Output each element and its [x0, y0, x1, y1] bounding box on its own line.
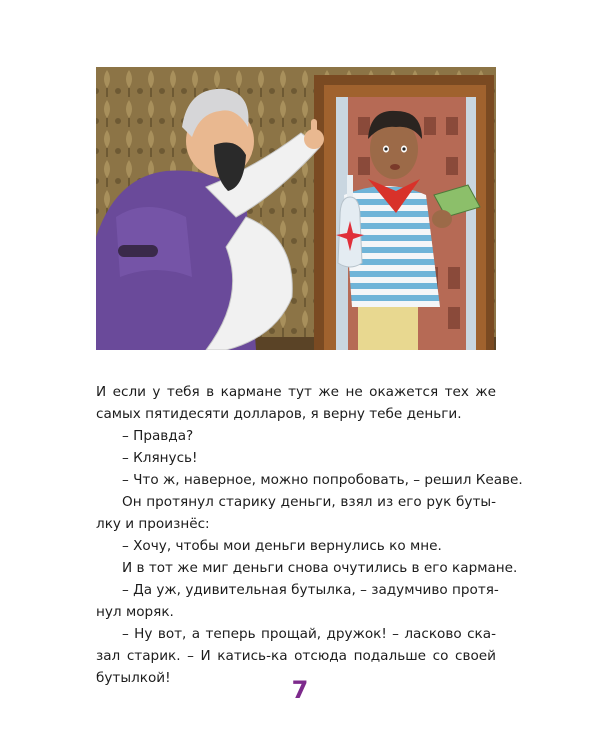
story-line: зал старик. – И катись-ка отсюда подальше со своей	[96, 648, 496, 664]
story-text	[96, 381, 523, 689]
illustration-artwork	[96, 67, 496, 350]
story-line: – Ну вот, а теперь прощай, дружок! – ласково ска-	[122, 626, 496, 642]
story-line: самых пятидесяти долларов, я верну тебе деньги.	[96, 406, 462, 422]
page-number: 7	[291, 676, 309, 704]
story-line: бутылкой!	[96, 670, 171, 686]
story-line: – Правда?	[122, 428, 194, 444]
story-line: – Да уж, удивительная бутылка, – задумчиво протя-	[122, 582, 499, 598]
story-line: лку и произнёс:	[96, 516, 210, 532]
story-line: – Хочу, чтобы мои деньги вернулись ко мне.	[122, 538, 442, 554]
story-line: Он протянул старику деньги, взял из его рук буты-	[122, 494, 496, 510]
story-line: И если у тебя в кармане тут же не окажется тех же	[96, 384, 496, 400]
story-line: нул моряк.	[96, 604, 174, 620]
story-line: – Что ж, наверное, можно попробовать, – решил Кеаве.	[122, 472, 523, 488]
story-line: – Клянусь!	[122, 450, 198, 466]
story-illustration	[96, 67, 496, 350]
story-line: И в тот же миг деньги снова очутились в его кармане.	[122, 560, 518, 576]
